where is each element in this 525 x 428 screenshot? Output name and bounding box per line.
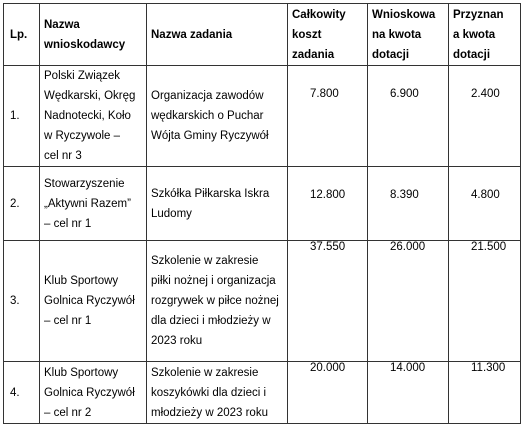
task-line: Szkolenie w zakresie bbox=[151, 366, 259, 379]
cell-lp: 2. bbox=[4, 167, 40, 241]
applicant-line: Polski Związek bbox=[44, 70, 121, 82]
total-cost-value: 12.800 bbox=[310, 189, 346, 201]
header-total-cost-line: koszt bbox=[292, 29, 322, 41]
cell-requested bbox=[368, 66, 449, 167]
total-cost-value: 20.000 bbox=[310, 362, 346, 374]
table-header-row bbox=[4, 4, 521, 66]
task-line: dla dzieci i młodzieży w bbox=[151, 315, 271, 327]
cell-task bbox=[147, 66, 288, 167]
cell-task bbox=[147, 362, 288, 424]
header-total-cost-line: zadania bbox=[292, 49, 335, 61]
applicant-line: Golnica Ryczywół bbox=[44, 295, 135, 307]
task-line: 2023 roku bbox=[151, 335, 203, 347]
header-applicant-line: Nazwa bbox=[44, 19, 80, 31]
total-cost-value: 7.800 bbox=[310, 88, 339, 100]
applicant-line: Golnica Ryczywół bbox=[44, 386, 135, 399]
applicant-line: Klub Sportowy bbox=[44, 366, 119, 379]
cell-lp: 3. bbox=[4, 241, 40, 362]
cell-total-cost bbox=[288, 241, 368, 362]
applicant-line: Stowarzyszenie bbox=[44, 177, 125, 190]
header-total-cost bbox=[288, 4, 368, 66]
cell-requested bbox=[368, 241, 449, 362]
header-granted bbox=[449, 4, 521, 66]
task-line: rozgrywek w piłce nożnej bbox=[151, 295, 279, 307]
task-line: Organizacja zawodów bbox=[151, 90, 264, 102]
cell-granted bbox=[449, 241, 521, 362]
applicant-line: w Ryczywole – bbox=[44, 130, 121, 142]
task-line: młodzieży w 2023 roku bbox=[151, 406, 268, 419]
table-row bbox=[4, 167, 521, 241]
cell-applicant bbox=[40, 167, 147, 241]
table-row bbox=[4, 66, 521, 167]
applicant-line: cel nr 3 bbox=[44, 150, 82, 162]
granted-value: 4.800 bbox=[471, 189, 500, 201]
granted-value: 11.300 bbox=[471, 362, 506, 374]
requested-value: 6.900 bbox=[390, 88, 419, 100]
header-granted-line: a kwota bbox=[453, 29, 496, 41]
granted-value: 2.400 bbox=[471, 88, 500, 100]
task-line: Wójta Gminy Ryczywół bbox=[151, 130, 269, 142]
cell-total-cost bbox=[288, 66, 368, 167]
applicant-line: Nadnotecki, Koło bbox=[44, 110, 131, 122]
task-line: Szkółka Piłkarska Iskra bbox=[151, 187, 270, 200]
applicant-line: – cel nr 1 bbox=[44, 217, 92, 230]
applicant-line: Klub Sportowy bbox=[44, 275, 119, 287]
applicant-line: Wędkarski, Okręg bbox=[44, 90, 136, 102]
applicant-line: – cel nr 2 bbox=[44, 406, 92, 419]
cell-lp: 1. bbox=[4, 66, 40, 167]
total-cost-value: 37.550 bbox=[310, 241, 346, 253]
cell-total-cost bbox=[288, 167, 368, 241]
cell-requested bbox=[368, 167, 449, 241]
task-line: wędkarskich o Puchar bbox=[151, 110, 264, 122]
cell-requested bbox=[368, 362, 449, 424]
cell-applicant bbox=[40, 241, 147, 362]
header-applicant-line: wnioskodawcy bbox=[44, 39, 126, 51]
cell-lp: 4. bbox=[4, 362, 40, 424]
grants-table bbox=[3, 3, 521, 424]
task-line: piłki nożnej i organizacja bbox=[151, 275, 276, 287]
cell-granted bbox=[449, 167, 521, 241]
table-row bbox=[4, 241, 521, 362]
task-line: Ludomy bbox=[151, 207, 192, 220]
header-task: Nazwa zadania bbox=[147, 4, 288, 66]
grants-table-container bbox=[3, 3, 521, 424]
cell-task bbox=[147, 167, 288, 241]
header-requested-line: dotacji bbox=[372, 49, 410, 61]
header-total-cost-line: Całkowity bbox=[292, 9, 346, 21]
header-lp: Lp. bbox=[4, 4, 40, 66]
cell-task bbox=[147, 241, 288, 362]
cell-applicant bbox=[40, 362, 147, 424]
requested-value: 14.000 bbox=[390, 362, 426, 374]
cell-granted bbox=[449, 362, 521, 424]
applicant-line: „Aktywni Razem” bbox=[44, 197, 131, 210]
applicant-line: – cel nr 1 bbox=[44, 315, 92, 327]
header-requested bbox=[368, 4, 449, 66]
task-line: Szkolenie w zakresie bbox=[151, 255, 259, 267]
header-applicant bbox=[40, 4, 147, 66]
header-granted-line: dotacji bbox=[453, 49, 491, 61]
table-row bbox=[4, 362, 521, 424]
header-granted-line: Przyznan bbox=[453, 9, 504, 21]
granted-value: 21.500 bbox=[471, 241, 507, 253]
requested-value: 8.390 bbox=[390, 189, 419, 201]
cell-applicant bbox=[40, 66, 147, 167]
header-requested-line: na kwota bbox=[372, 29, 422, 41]
cell-granted bbox=[449, 66, 521, 167]
cell-total-cost bbox=[288, 362, 368, 424]
requested-value: 26.000 bbox=[390, 241, 426, 253]
header-requested-line: Wnioskowa bbox=[372, 9, 436, 21]
task-line: koszykówki dla dzieci i bbox=[151, 386, 267, 399]
